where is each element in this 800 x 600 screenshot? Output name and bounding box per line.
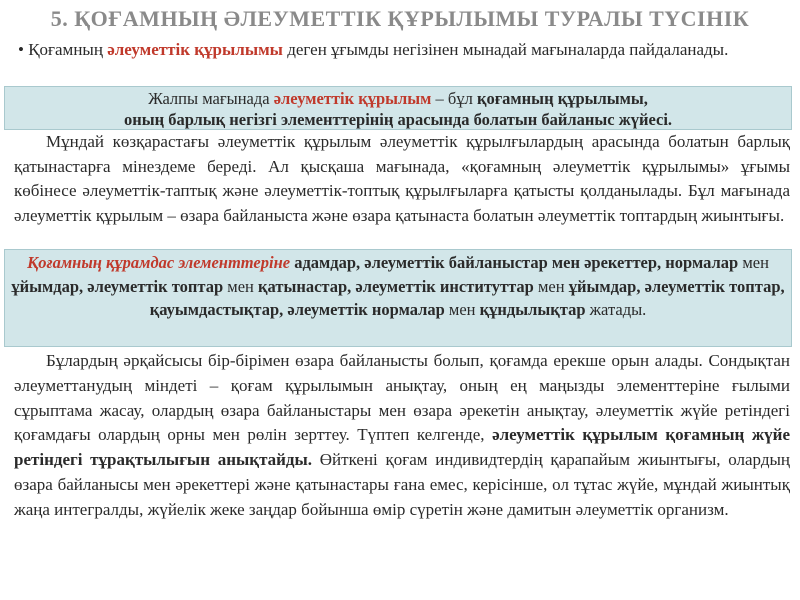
elements-text-2: мен	[223, 276, 259, 296]
definition-bold-1: қоғамның құрылымы,	[476, 89, 648, 108]
paragraph-2	[14, 349, 790, 523]
intro-text-2: деген ұғымды негізінен мынадай мағыналарда пайдаланады.	[282, 40, 729, 59]
intro-highlight: әлеуметтік құрылымы	[107, 40, 283, 59]
paragraph-2-text-1: Бұлардың әрқайсысы бір-бірімен өзара байланысты болып, қоғамда ерекше орын алады. Сондықтан әлеуметтанудың міндеті – қоғам құрылымын анықтау, оның ең маңызды элементтеріне ғылыми сұрыптама жасау, олардың өзара байланыстары мен өзара әрекетін анықтау, әлеуметтік жүйе ретіндегі қоғамдағы олардың орны мен рөлін зерттеу. Түптеп келгенде,	[14, 351, 790, 445]
definition-text-2: – бұл	[431, 89, 477, 108]
elements-bold-2: ұйымдар, әлеуметтік топтар	[11, 276, 224, 296]
paragraph-2-bold: әлеуметтік құрылым қоғамның жүйе ретіндегі тұрақтылығын анықтайды.	[14, 425, 790, 470]
definition-highlight: әлеуметтік құрылым	[273, 89, 432, 108]
bullet-mark: •	[18, 40, 24, 59]
elements-bold-4: ұйымдар, әлеуметтік топтар, қауымдастықтар, әлеуметтік нормалар	[149, 276, 785, 319]
intro-bullet	[18, 38, 788, 62]
elements-text-1: мен	[738, 253, 769, 272]
slide-title: 5. ҚОҒАМНЫҢ ӘЛЕУМЕТТІК ҚҰРЫЛЫМЫ ТУРАЛЫ ТҮСІНІК	[50, 6, 750, 31]
definition-box	[4, 86, 792, 130]
definition-bold-2: оның барлық негізгі элементтерінің арасында болатын байланыс жүйесі.	[123, 110, 673, 129]
elements-bold-1: адамдар, әлеуметтік байланыстар мен әрекеттер, нормалар	[290, 253, 739, 272]
elements-text-5: жатады.	[585, 300, 647, 319]
definition-text-1: Жалпы мағынада	[148, 89, 274, 108]
elements-box	[4, 249, 792, 347]
paragraph-1: Мұндай көзқарастағы әлеуметтік құрылым әлеуметтік құрылғылардың арасында болатын барлық қатынастарға мінездеме береді. Ал қысқаша мағынада, «қоғамның әлеуметтік құрылымы» ұғымы көбінесе әлеуметтік-таптық және әлеуметтік-топтық құрылғыларға қатысты қолданылады. Бұл мағынада әлеуметтік құрылым – өзара байланыста және өзара қатынаста болатын әлеуметтік топтардың жиынтығы.	[14, 132, 790, 225]
paragraph-2-text-2: Өйткені қоғам индивидтердің қарапайым жиынтығы, олардың өзара байланысы мен әрекеттері және қатынастары ғана емес, керісінше, ол тұтас жүйе, мұндай жиынтық жаңа интегралды, жүйелік жеке заңдар бойынша өмір сүретін және дамитын әлеуметтік организм.	[14, 450, 790, 519]
elements-text-3: мен	[533, 276, 569, 296]
elements-bold-5: құндылықтар	[479, 300, 586, 319]
intro-text-1: Қоғамның	[23, 40, 108, 59]
elements-highlight: Қоғамның құрамдас элементтеріне	[27, 253, 291, 272]
elements-text-4: мен	[444, 300, 480, 319]
elements-bold-3: қатынастар, әлеуметтік институттар	[258, 276, 534, 296]
